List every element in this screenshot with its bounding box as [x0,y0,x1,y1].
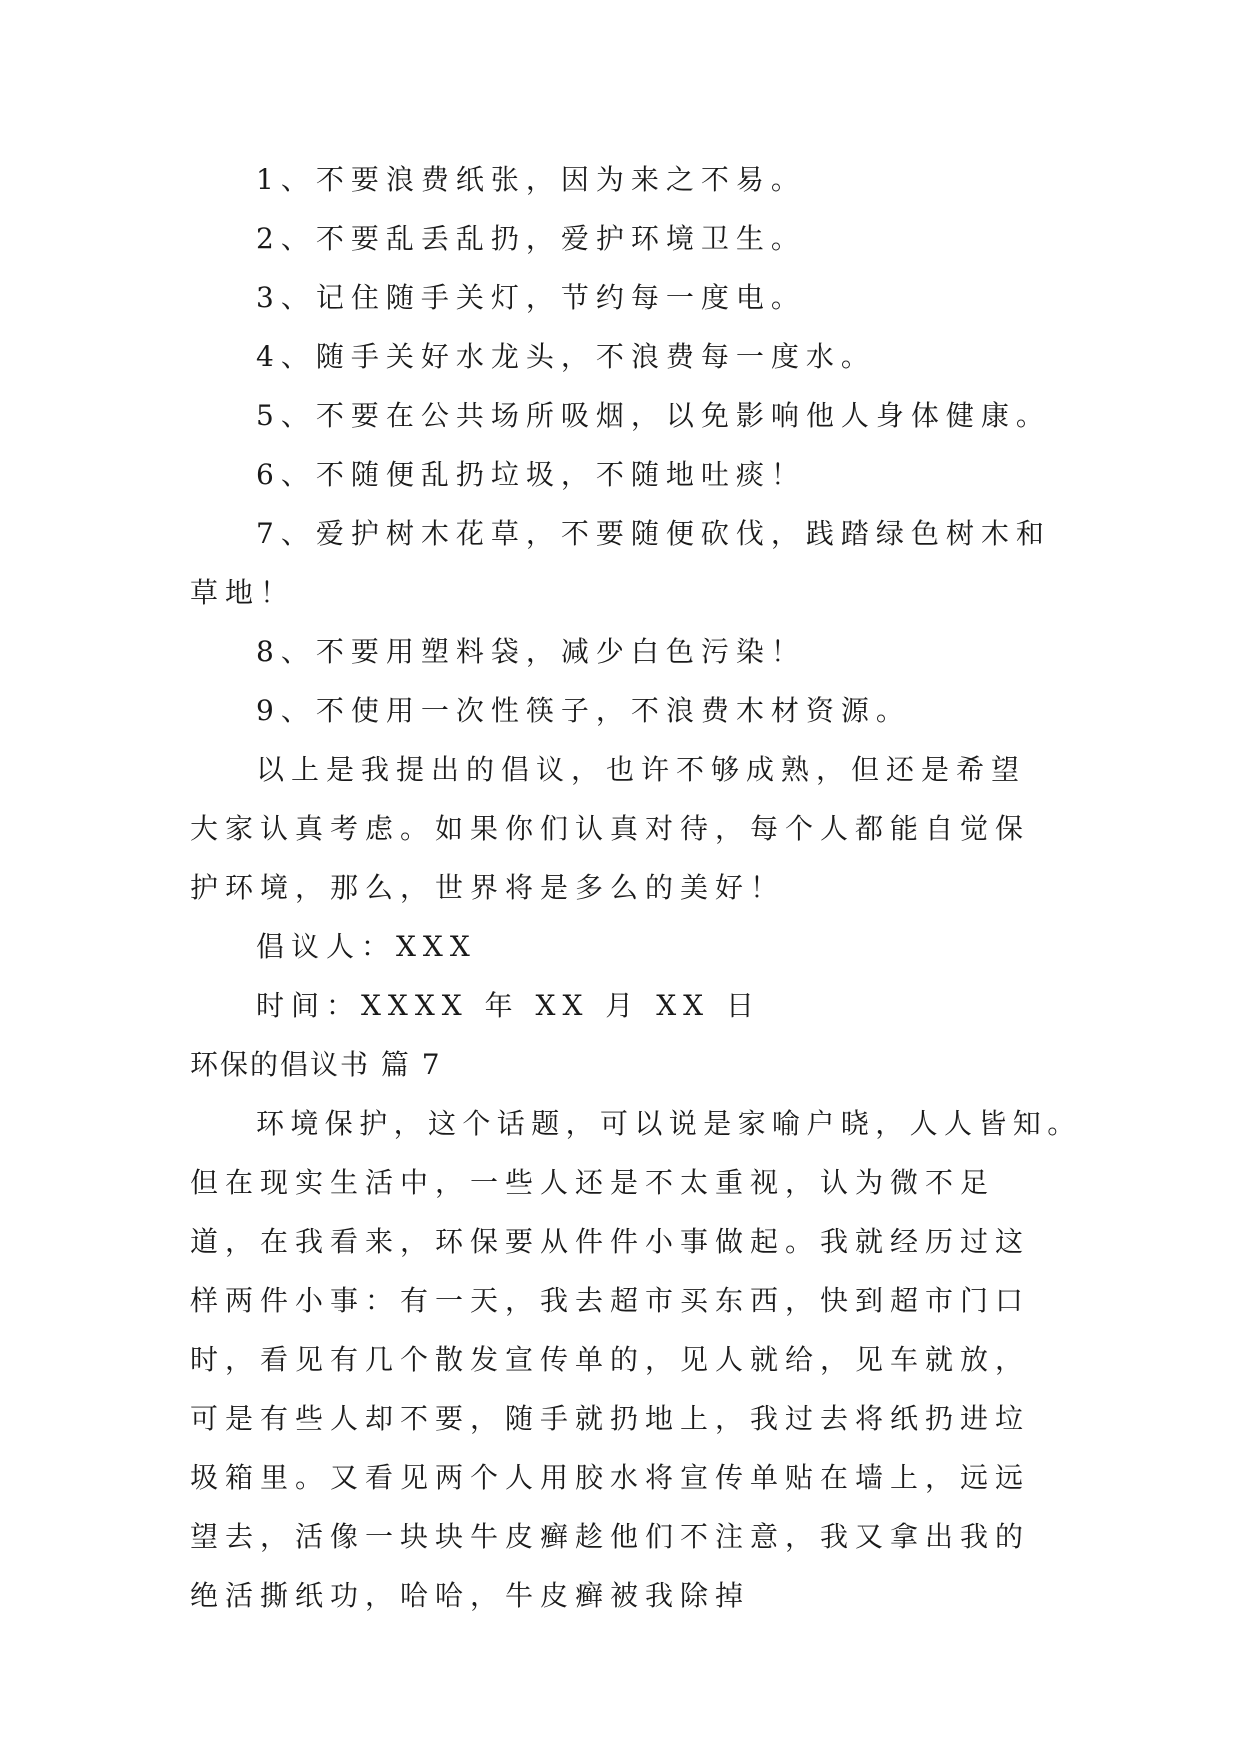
closing-paragraph: 以上是我提出的倡议，也许不够成熟，但还是希望大家认真考虑。如果你们认真对待，每个人都能自觉保护环境，那么，世界将是多么的美好！ [190,753,1031,904]
section-heading: 环保的倡议书 篇 7 [190,1048,442,1081]
document-page [190,150,1082,1625]
list-item: 6、不随便乱扔垃圾，不随地吐痰！ [256,458,806,491]
list-item: 9、不使用一次性筷子，不浪费木材资源。 [256,694,911,727]
list-item: 2、不要乱丢乱扔，爱护环境卫生。 [256,222,806,255]
list-item: 8、不要用塑料袋，减少白色污染！ [256,635,806,668]
list-item: 7、爱护树木花草，不要随便砍伐，践踏绿色树木和草地！ [190,517,1051,609]
list-item: 3、记住随手关灯，节约每一度电。 [256,281,806,314]
list-item: 4、随手关好水龙头，不浪费每一度水。 [256,340,876,373]
list-item: 5、不要在公共场所吸烟，以免影响他人身体健康。 [256,399,1051,432]
date-line: 时间：XXXX 年 XX 月 XX 日 [256,989,761,1022]
essay-paragraph: 但在现实生活中，一些人还是不太重视，认为微不足道，在我看来，环保要从件件小事做起。我就经历过这样两件小事：有一天，我去超市买东西，快到超市门口时，看见有几个散发宣传单的，见人就给，见车就放，可是有些人却不要，随手就扔地上，我过去将纸扔进垃圾箱里。又看见两个人用胶水将宣传单贴在墙上，远远望去，活像一块块牛皮癣趁他们不注意，我又拿出我的绝活撕纸功，哈哈，牛皮癣被我除掉 [190,1166,1031,1612]
list-item: 1、不要浪费纸张，因为来之不易。 [256,163,806,196]
essay-first-line: 环境保护，这个话题，可以说是家喻户晓，人人皆知。 [256,1107,1082,1140]
proposer-signature: 倡议人：XXX [256,930,477,963]
